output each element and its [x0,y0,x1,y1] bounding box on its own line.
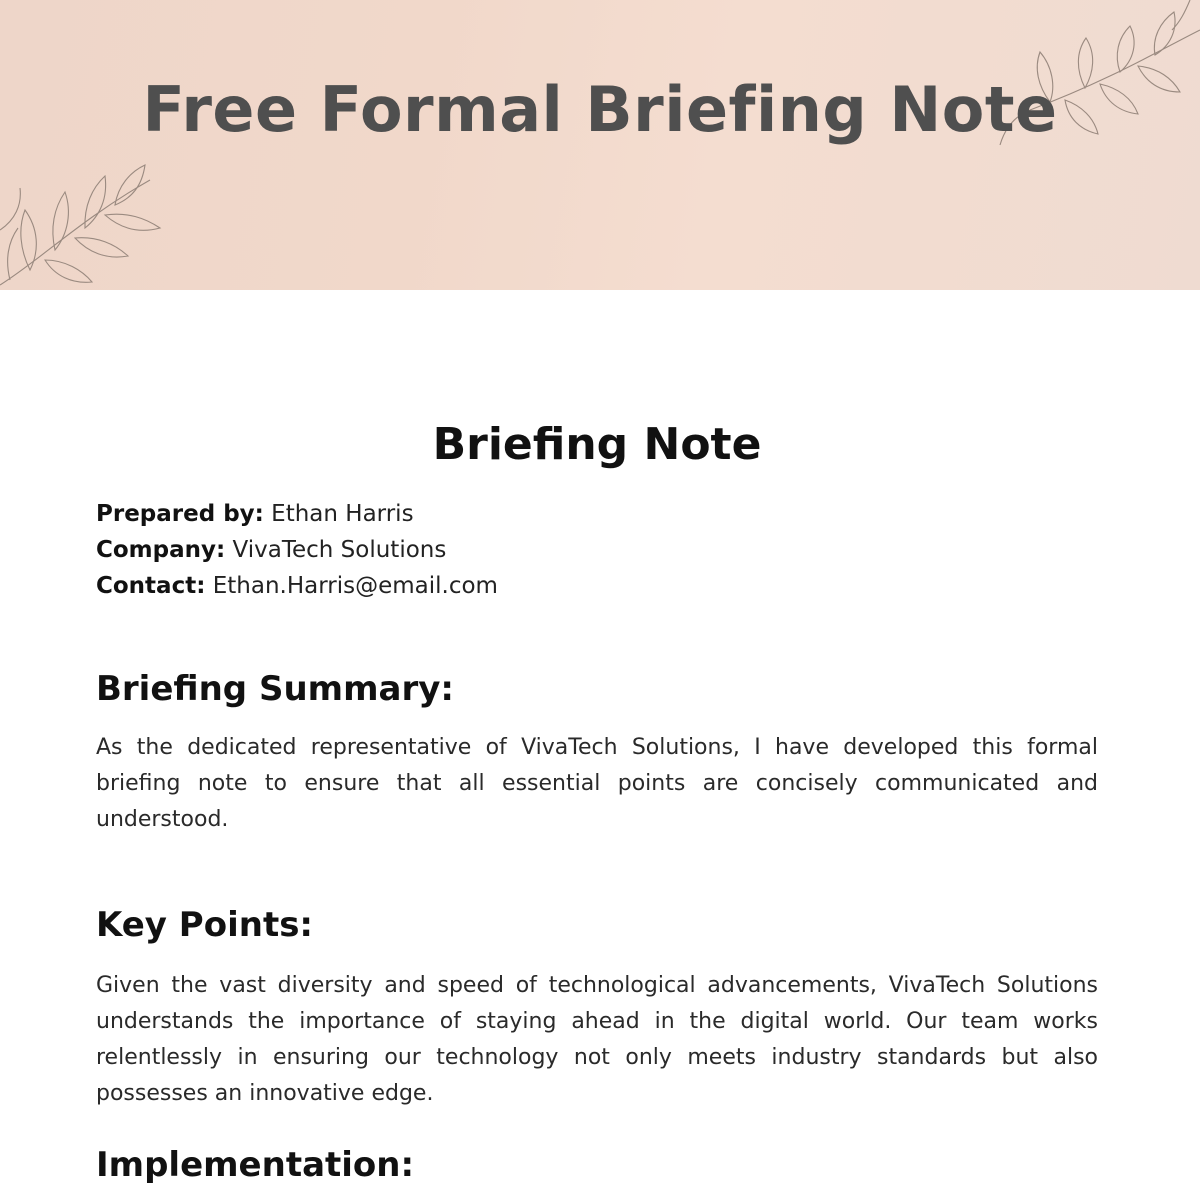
company-label: Company: [96,537,226,563]
section-heading-implementation: Implementation: [96,1145,415,1185]
document-title: Briefing Note [432,419,762,470]
banner-title: Free Formal Briefing Note [142,73,1058,146]
section-heading-key-points: Key Points: [96,905,314,945]
document-body [96,410,1098,1190]
prepared-by-value: Ethan Harris [271,501,414,527]
header-banner [0,0,1200,290]
section-heading-summary: Briefing Summary: [96,669,454,709]
contact-value: Ethan.Harris@email.com [212,573,498,599]
section-body-summary: As the dedicated representative of VivaTech Solutions, I have developed this formal briefing note to ensure that all essential points are concisely communicated and understood. [96,735,1098,832]
contact-label: Contact: [96,573,206,599]
company-value: VivaTech Solutions [232,537,447,563]
prepared-by-label: Prepared by: [96,501,264,527]
prepared-by-line [96,496,1098,532]
company-line [96,532,1098,568]
section-body-key-points: Given the vast diversity and speed of technological advancements, VivaTech Solutions understands the importance of staying ahead in the digital world. Our team works relentlessly in ensuring our technology not only meets industry standards but also possesses an innovative edge. [96,973,1098,1106]
contact-line [96,568,1098,604]
